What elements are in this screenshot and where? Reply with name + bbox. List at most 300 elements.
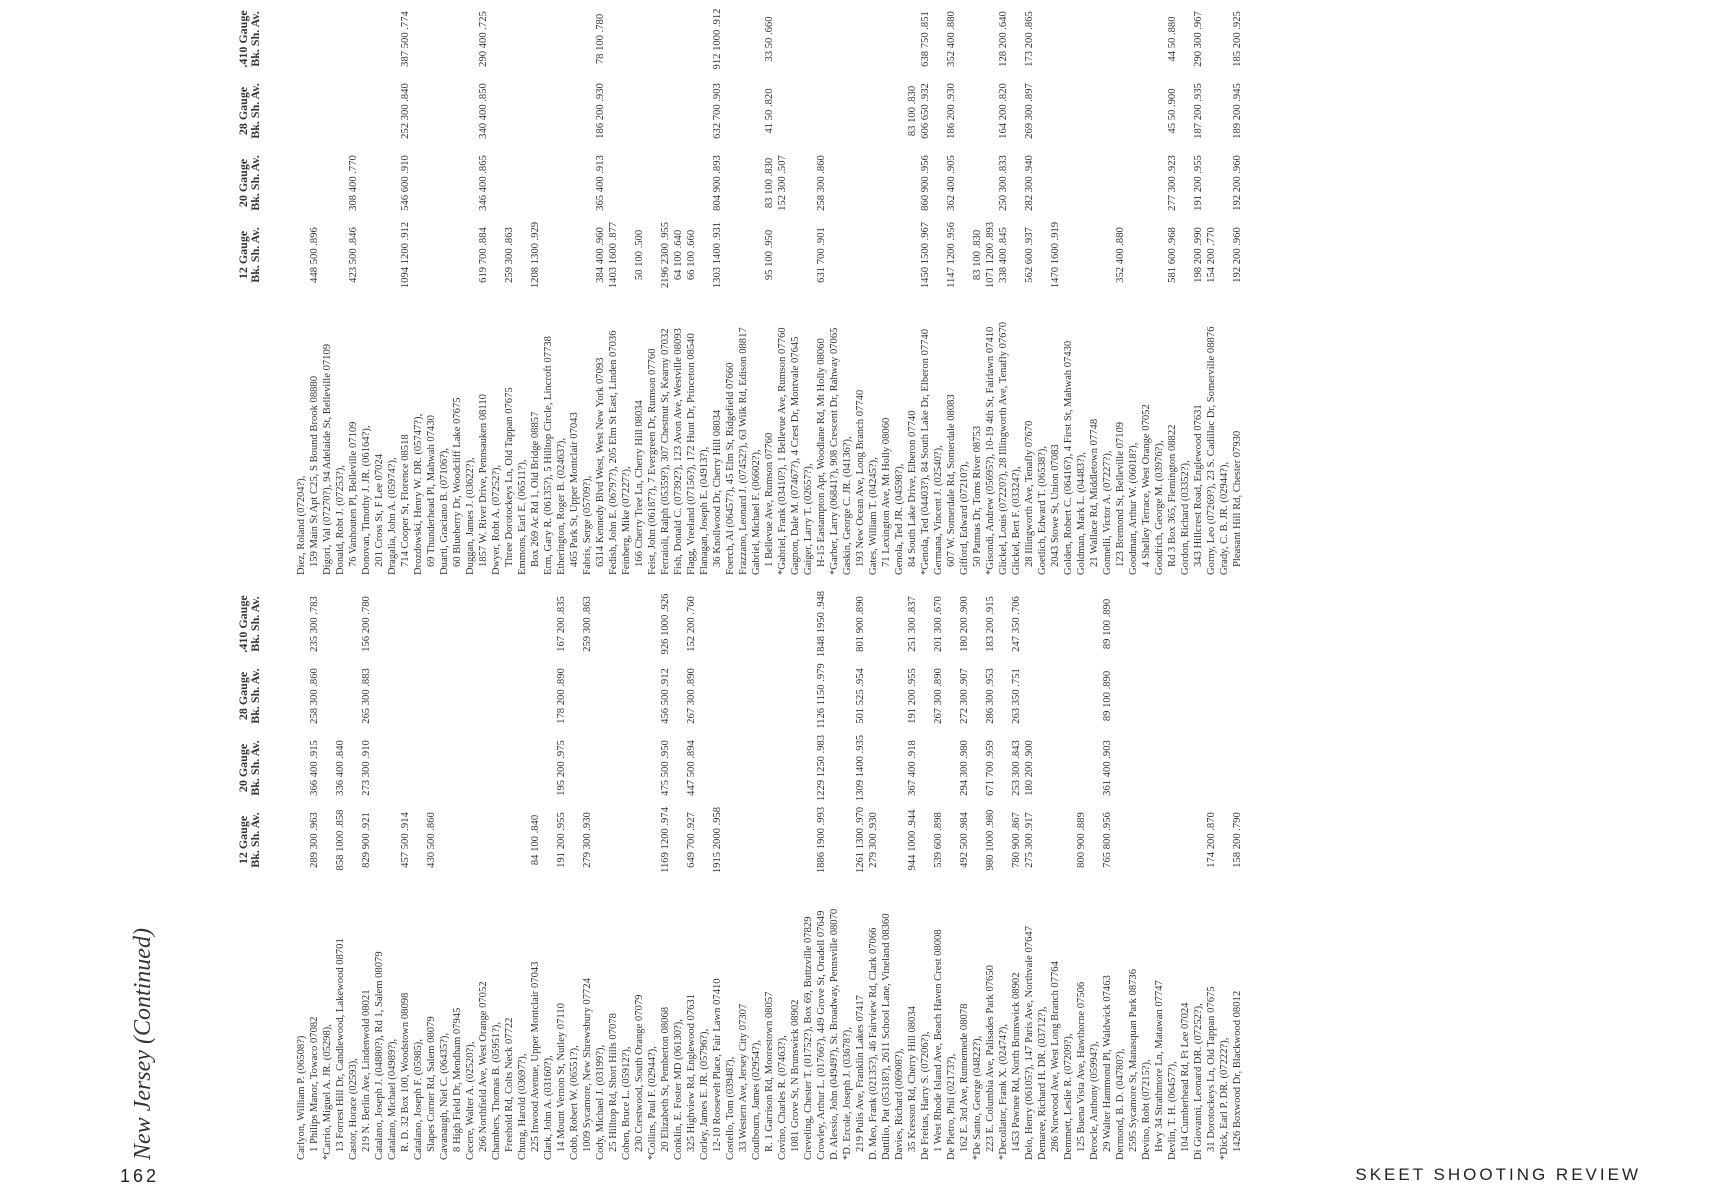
shooter-entry xyxy=(750,600,763,1160)
shooter-name: Duggan, James J. (03622?), xyxy=(465,457,476,575)
score-g20: 195 200 .975 xyxy=(556,740,567,796)
shooter-entry xyxy=(490,600,503,1160)
shooter-address: 2043 Stowe St, Union 07083 xyxy=(1050,444,1061,567)
shooter-address-row xyxy=(1114,15,1127,575)
shooter-name: Diez, Roland (07204?), xyxy=(296,475,307,575)
score-g28: 267 300 .890 xyxy=(686,668,697,724)
score-g410: 185 200 .925 xyxy=(1232,11,1243,67)
shooter-name: Dwyer, Robt A. (07252?), xyxy=(491,464,502,575)
shooter-entry xyxy=(828,15,841,575)
shooter-address-row xyxy=(503,15,516,575)
shooter-name: Derocle, Anthony (05994?), xyxy=(1089,1041,1100,1160)
shooter-name: Germana, Vincent J. (02540?), xyxy=(933,445,944,575)
shooter-name: Golden, Robert C. (06416?), 4 First St, Mahwah 07430 xyxy=(1063,340,1074,575)
shooter-entry xyxy=(1075,15,1088,575)
shooter-address: 31 Dorotockeys Ln, Old Tappan 07675 xyxy=(1206,986,1217,1152)
gauge-header-title: 12 Gauge xyxy=(236,815,250,865)
shooter-address: 159 Main St Apt C25, S Bound Brook 08880 xyxy=(309,375,320,567)
shooter-address: 84 South Lake Drive, Elberon 07740 xyxy=(907,410,918,567)
gauge-header-cols: Bk. Sh. Av. xyxy=(248,812,262,868)
shooter-address: 1453 Pawnee Rd, North Brunswick 08902 xyxy=(1011,972,1022,1152)
score-g12: 631 700 .901 xyxy=(816,227,827,283)
shooter-name: Cavanaugh, Niel C. (06435?), xyxy=(439,1032,450,1160)
shooter-entry xyxy=(1088,600,1101,1160)
shooter-entry xyxy=(802,600,815,1160)
shooter-address-row xyxy=(1075,600,1088,1160)
shooter-name: Gordon, Richard (03352?), xyxy=(1180,460,1191,575)
score-g28: 186 200 .930 xyxy=(946,83,957,139)
shooter-address-row xyxy=(958,596,971,1160)
shooter-name: Glickel, Bert F. (03324?), xyxy=(1011,466,1022,575)
shooter-address-row xyxy=(984,596,997,1160)
score-g28: 632 700 .903 xyxy=(712,83,723,139)
shooter-address: 36 Knollwood Dr, Cherry Hill 08034 xyxy=(712,409,723,567)
score-g28: 263 350 .751 xyxy=(1011,668,1022,724)
shooter-address: 223 E. Columbia Ave, Palisades Park 07650 xyxy=(985,965,996,1152)
shooter-address-row xyxy=(1140,15,1153,575)
score-g410: 247 350 .706 xyxy=(1011,596,1022,652)
shooter-address: 607 W. Somerdale Rd, Somerdale 08083 xyxy=(946,394,957,567)
shooter-address-row xyxy=(529,15,542,575)
score-g20: 447 500 .894 xyxy=(686,740,697,796)
shooter-name: Donald, Robt J. (07253?), xyxy=(335,464,346,575)
score-g20: 253 300 .843 xyxy=(1011,740,1022,796)
shooter-address-row xyxy=(1153,600,1166,1160)
shooter-address: 230 Crestwood, South Orange 07079 xyxy=(634,994,645,1152)
shooter-entry xyxy=(490,15,503,575)
shooter-address-row xyxy=(854,596,867,1160)
shooter-entry xyxy=(295,15,308,575)
shooter-entry xyxy=(997,600,1010,1160)
shooter-name: Cecere, Walter A. (02520?), xyxy=(465,1041,476,1160)
shooter-name: *Genola, Ted (04403?), 84 South Lake Dr, Elberon 07740 xyxy=(920,328,931,575)
shooter-entry xyxy=(945,600,958,1160)
shooter-address-row xyxy=(815,15,828,575)
shooter-entry xyxy=(880,600,893,1160)
shooter-address: 69 Thunderhead Pl, Mahwah 07430 xyxy=(426,415,437,567)
score-g12: 539 600 .898 xyxy=(933,812,944,868)
score-g12: 64 100 .640 xyxy=(673,229,684,281)
score-g410: 201 300 .670 xyxy=(933,596,944,652)
shooter-entry xyxy=(542,600,555,1160)
shooter-address-row xyxy=(906,15,919,575)
shooter-address: Three Dorotockeys Ln, Old Tappan 07675 xyxy=(504,387,515,567)
score-g20: 365 400 .913 xyxy=(595,155,606,211)
shooter-name: *Decollator, Frank X. (02474?), xyxy=(998,1023,1009,1160)
shooter-name: Chambers, Thomas B. (05951?), xyxy=(491,1021,502,1160)
score-g12: 259 300 .863 xyxy=(504,227,515,283)
score-g20: 258 300 .860 xyxy=(816,155,827,211)
shooter-name: *D. Ercole, Joseph J. (03678?), xyxy=(842,1027,853,1160)
score-g20: 671 700 .959 xyxy=(985,740,996,796)
score-g28: 164 200 .820 xyxy=(998,83,1009,139)
shooter-entry xyxy=(659,15,672,575)
shooter-name: Delo, Henry (06105?), 147 Paris Ave, Northvale 07647 xyxy=(1024,926,1035,1160)
shooter-address: 28 Illingworth Ave, Tenafly 07670 xyxy=(1024,420,1035,567)
score-g20: 860 900 .956 xyxy=(920,155,931,211)
shooter-address-row xyxy=(1023,11,1036,575)
shooter-name: Goetlich, Edward T. (06538?), xyxy=(1037,445,1048,575)
shooter-entry xyxy=(581,15,594,575)
score-g410: 152 200 .760 xyxy=(686,596,697,652)
score-g20: 152 300 .507 xyxy=(777,155,788,211)
score-g12: 765 800 .956 xyxy=(1102,812,1113,868)
shooter-entry xyxy=(919,11,932,575)
shooter-name: Clark, John A. (03160?), xyxy=(543,1055,554,1160)
shooter-address: 2595 Sycamore St, Manasquan Park 08736 xyxy=(1128,968,1139,1152)
score-g12: 780 900 .867 xyxy=(1011,812,1022,868)
score-g12: 279 300 .930 xyxy=(582,812,593,868)
shooter-name: Feinberg, Mike (07227?), xyxy=(621,466,632,575)
score-g20: 367 400 .918 xyxy=(907,740,918,796)
score-g12: 980 1000 .980 xyxy=(985,809,996,871)
score-g410: 167 200 .835 xyxy=(556,596,567,652)
shooter-address-row xyxy=(308,596,321,1160)
shooter-address-row xyxy=(1166,15,1179,575)
shooter-address-row xyxy=(1010,596,1023,1160)
shooter-address: 104 Cumberhead Rd, Ft Lee 07024 xyxy=(1180,1002,1191,1152)
shooter-entry xyxy=(776,15,789,575)
score-g12: 338 400 .845 xyxy=(998,227,1009,283)
shooter-address-row xyxy=(854,15,867,575)
shooter-address-row xyxy=(607,600,620,1160)
score-g12: 1915 2000 .958 xyxy=(712,806,723,874)
shooter-address-row xyxy=(347,15,360,575)
score-g20: 282 300 .940 xyxy=(1024,155,1035,211)
score-g28: 606 650 .932 xyxy=(920,83,931,139)
shooter-name: Di Giovanni, Leonard DR. (07252?), xyxy=(1193,1003,1204,1160)
score-g410: 290 300 .967 xyxy=(1193,11,1204,67)
shooter-name: Flagg, Vreeland (07156?), 172 Hunt Dr, Princeton 08540 xyxy=(686,333,697,575)
shooter-entry xyxy=(1218,15,1231,575)
shooter-entry xyxy=(724,600,737,1160)
shooter-entry xyxy=(386,600,399,1160)
gauge-header-cols: Bk. Sh. Av. xyxy=(248,596,262,652)
shooter-name: Glickel, Louis (07220?), 28 Illingworth Ave, Tenafly 07670 xyxy=(998,321,1009,575)
shooter-address: 1857 W. River Drive, Pennsauken 08110 xyxy=(478,394,489,567)
gauge-header-title: 28 Gauge xyxy=(236,86,250,136)
shooter-address: 76 Vanhouten Pl, Belleville 07109 xyxy=(348,421,359,567)
shooter-address-row xyxy=(932,596,945,1160)
gauge-header xyxy=(237,219,261,291)
score-g28: 41 50 .820 xyxy=(764,88,775,134)
shooter-entry xyxy=(1205,15,1218,575)
gauge-header-cols: Bk. Sh. Av. xyxy=(248,668,262,724)
score-g20: 346 400 .865 xyxy=(478,155,489,211)
score-g12: 423 500 .846 xyxy=(348,227,359,283)
column-left xyxy=(236,590,1244,1160)
shooter-name: Gagnon, Dale M. (07467?), 4 Crest Dr, Montvale 07645 xyxy=(790,336,801,575)
shooter-address: 125 Buena Vista Ave, Hawthorne 07506 xyxy=(1076,981,1087,1152)
shooter-address: 1009 Sycamore, New Shrewsbury 07724 xyxy=(582,978,593,1152)
shooter-name: Cody, Michael J. (03199?), xyxy=(595,1044,606,1160)
shooter-address: Hwy 34 Strathmore Ln, Matawan 07747 xyxy=(1154,980,1165,1152)
score-g28: 186 200 .930 xyxy=(595,83,606,139)
shooter-address: 13 Forrest Hill Dr, Candlewood, Lakewood 08701 xyxy=(335,938,346,1152)
shooter-name: Flanagan, Joseph E. (04913?), xyxy=(699,446,710,575)
score-g12: 1094 1200 .912 xyxy=(400,221,411,289)
shooter-entry xyxy=(867,600,880,1160)
shooter-address: 1081 Grove St, N Brunswick 08902 xyxy=(790,999,801,1152)
shooter-name: Crowley, Arthur L. (01766?), 449 Grove St, Oradell 07649 xyxy=(816,910,827,1160)
shooter-name: *Carrio, Miguel A. JR. (05298), xyxy=(322,1024,333,1160)
score-g12: 95 100 .950 xyxy=(764,229,775,281)
shooter-entry xyxy=(1153,15,1166,575)
shooter-address-row xyxy=(789,600,802,1160)
shooter-name: *Garber, Larry (06841?), 908 Crescent Dr, Rahway 07065 xyxy=(829,327,840,575)
shooter-entry xyxy=(438,15,451,575)
shooter-address: 201 Cross St, F Lee 07024 xyxy=(374,453,385,567)
shooter-name: Devlin, T. H. (06457?), xyxy=(1167,1061,1178,1160)
shooter-address: 166 Cherry Tree Ln, Cherry Hill 08034 xyxy=(634,400,645,567)
score-g12: 448 500 .896 xyxy=(309,227,320,283)
shooter-entry xyxy=(737,15,750,575)
shooter-address-row xyxy=(425,15,438,575)
shooter-address-row xyxy=(451,15,464,575)
shooter-entry xyxy=(685,15,698,575)
shooter-address-row xyxy=(399,600,412,1160)
shooter-name: Frazzano, Leonard J. (07452?), 63 Wilk Rd, Edison 08817 xyxy=(738,327,749,575)
shooter-address: 219 N. Berlin Ave, Lindenwold 08021 xyxy=(361,989,372,1152)
score-g28: 252 300 .840 xyxy=(400,83,411,139)
shooter-entry xyxy=(438,600,451,1160)
shooter-address-row xyxy=(945,11,958,575)
shooter-name: Gorny, Leo (07269?), 23 S. Cadillac Dr, Somerville 08876 xyxy=(1206,326,1217,575)
score-g28: 269 300 .897 xyxy=(1024,83,1035,139)
score-g28: 286 300 .953 xyxy=(985,668,996,724)
shooter-address-row xyxy=(594,15,607,575)
shooter-entry xyxy=(373,600,386,1160)
shooter-name: Devino, Robt (07215?), xyxy=(1141,1059,1152,1160)
gauge-header-title: 20 Gauge xyxy=(236,158,250,208)
shooter-name: Dattilio, Pat (05318?), 2611 School Lane, Vineland 08360 xyxy=(881,913,892,1160)
shooter-entry xyxy=(841,600,854,1160)
gauge-header-cols: Bk. Sh. Av. xyxy=(248,83,262,139)
shooter-name: Coulbourn, James (02954?), xyxy=(751,1039,762,1160)
score-g12: 800 900 .889 xyxy=(1076,812,1087,868)
shooter-address-row xyxy=(1192,11,1205,575)
shooter-entry xyxy=(789,15,802,575)
score-g410: 173 200 .865 xyxy=(1024,11,1035,67)
shooter-entry xyxy=(412,15,425,575)
shooter-entry xyxy=(464,600,477,1160)
score-g20: 250 300 .833 xyxy=(998,155,1009,211)
shooter-name: Fabris, Serge (05709?), xyxy=(582,475,593,575)
shooter-address: 21 Wallace Rd, Middletown 07748 xyxy=(1089,418,1100,567)
score-g28: 272 300 .907 xyxy=(959,668,970,724)
shooter-address-row xyxy=(1049,15,1062,575)
shooter-entry xyxy=(542,15,555,575)
shooter-address-row xyxy=(477,600,490,1160)
shooter-address: Pleasant Hill Rd, Chester 07930 xyxy=(1232,430,1243,567)
shooter-entry xyxy=(1166,600,1179,1160)
shooter-name: Covino, Charles R. (07463?), xyxy=(777,1035,788,1160)
score-g410: 290 400 .725 xyxy=(478,11,489,67)
score-g28: 191 200 .955 xyxy=(907,668,918,724)
shooter-entry xyxy=(724,15,737,575)
score-g28: 89 100 .890 xyxy=(1102,670,1113,722)
shooter-address: 33 Western Ave, Jersey City 07307 xyxy=(738,1003,749,1152)
gauge-header-title: .410 Gauge xyxy=(236,595,250,653)
shooter-name: *Gabriel, Frank (03410?), 1 Bellevue Ave, Rumson 07760 xyxy=(777,327,788,575)
shooter-address: 225 Inwood Avenue, Upper Montclair 07043 xyxy=(530,961,541,1152)
score-g12: 1261 1300 .970 xyxy=(855,806,866,874)
shooter-address: 714 Cooper St, Florence 08518 xyxy=(400,434,411,567)
shooter-entry xyxy=(841,15,854,575)
score-g28: 501 525 .954 xyxy=(855,668,866,724)
shooter-name: Gaskin, George C. JR. (04136?), xyxy=(842,436,853,575)
shooter-name: Digori, Val (07270?), 94 Adelaide St, Belleville 07109 xyxy=(322,343,333,575)
score-g12: 1303 1400 .931 xyxy=(712,221,723,289)
shooter-name: Creveling, Chester T. (01752?), Box 69, Buttzville 07829 xyxy=(803,916,814,1160)
shooter-entry xyxy=(1114,600,1127,1160)
score-g20: 804 900 .893 xyxy=(712,155,723,211)
shooter-address-row xyxy=(711,8,724,575)
shooter-address-row xyxy=(763,600,776,1160)
shooter-address-row xyxy=(529,600,542,1160)
gauge-header xyxy=(237,147,261,219)
shooter-address-row xyxy=(737,600,750,1160)
shooter-address-row xyxy=(360,596,373,1160)
shooter-name: Emmons, Earl E. (06511?), xyxy=(517,459,528,575)
score-g28: 258 300 .860 xyxy=(309,668,320,724)
shooter-address: Rd 3 Box 365, Flemington 08822 xyxy=(1167,424,1178,567)
score-g410: 638 750 .851 xyxy=(920,11,931,67)
shooter-entry xyxy=(321,15,334,575)
score-g12: 279 300 .930 xyxy=(868,812,879,868)
gauge-header-cols: Bk. Sh. Av. xyxy=(248,227,262,283)
score-g20: 308 400 .770 xyxy=(348,155,359,211)
score-g12: 619 700 .884 xyxy=(478,227,489,283)
shooter-address-row xyxy=(425,600,438,1160)
shooter-entry xyxy=(932,15,945,575)
shooter-name: Gaiger, Larry T. (02657?), xyxy=(803,463,814,575)
shooter-address-row xyxy=(1127,600,1140,1160)
score-g410: 78 100 .780 xyxy=(595,13,606,65)
score-g12: 430 500 .860 xyxy=(426,812,437,868)
score-g410: 251 300 .837 xyxy=(907,596,918,652)
shooter-name: Demaree, Richard H. DR. (03712?), xyxy=(1037,1006,1048,1160)
shooter-name: Chung, Harold (03697?), xyxy=(517,1053,528,1160)
score-g12: 275 300 .917 xyxy=(1024,812,1035,868)
shooter-address: R. 1 Garrison Rd, Moorestown 08057 xyxy=(764,991,775,1152)
shooter-address: 60 Blueberry Dr, Woodcliff Lake 07675 xyxy=(452,397,463,567)
shooter-name: Dragalia, John A. (05974?), xyxy=(387,457,398,575)
score-g20: 361 400 .903 xyxy=(1102,740,1113,796)
shooter-entry xyxy=(971,600,984,1160)
shooter-name: Castor, Horace (02593), xyxy=(348,1058,359,1160)
shooter-entry xyxy=(1062,600,1075,1160)
page-number: 162 xyxy=(120,1166,160,1186)
shooter-entry xyxy=(776,600,789,1160)
gauge-header-cols: Bk. Sh. Av. xyxy=(248,740,262,796)
score-g28: 187 200 .935 xyxy=(1193,83,1204,139)
score-g12: 829 900 .921 xyxy=(361,812,372,868)
shooter-address: 35 Kresson Rd, Cherry Hill 08034 xyxy=(907,1006,918,1152)
shooter-name: Corley, James E. JR. (05796?), xyxy=(699,1028,710,1160)
score-g28: 178 200 .890 xyxy=(556,668,567,724)
shooter-address-row xyxy=(308,15,321,575)
shooter-address-row xyxy=(451,600,464,1160)
score-g410: 259 300 .863 xyxy=(582,596,593,652)
score-g12: 158 200 .790 xyxy=(1232,812,1243,868)
score-g20: 192 200 .960 xyxy=(1232,155,1243,211)
shooter-entry xyxy=(997,11,1010,575)
shooter-entry xyxy=(1218,600,1231,1160)
score-g20: 546 600 .910 xyxy=(400,155,411,211)
shooter-entry xyxy=(568,600,581,1160)
score-g20: 191 200 .955 xyxy=(1193,155,1204,211)
score-g28: 340 400 .850 xyxy=(478,83,489,139)
shooter-address-row xyxy=(633,15,646,575)
score-g12: 192 200 .960 xyxy=(1232,227,1243,283)
footer-title: SKEET SHOOTING REVIEW xyxy=(1355,1165,1641,1184)
shooter-entry xyxy=(360,15,373,575)
shooter-entry xyxy=(1010,15,1023,575)
gauge-header-cols: Bk. Sh. Av. xyxy=(248,11,262,67)
shooter-address: 286 Norwood Ave, West Long Branch 07764 xyxy=(1050,961,1061,1152)
score-g20: 273 300 .910 xyxy=(361,740,372,796)
score-g12: 66 100 .660 xyxy=(686,229,697,281)
shooter-name: Goodrich, George M. (03976?), xyxy=(1154,440,1165,575)
shooter-name: Costello, Tom (03948?), xyxy=(725,1056,736,1160)
shooter-entry xyxy=(1127,15,1140,575)
shooter-address: H-15 Eastampton Apt, Woodlane Rd, Mt Holly 08060 xyxy=(816,338,827,567)
shooter-entry xyxy=(802,15,815,575)
shooter-address: 8 High Field Dr, Mendham 07945 xyxy=(452,1007,463,1152)
score-g410: 235 300 .783 xyxy=(309,596,320,652)
score-g12: 384 400 .960 xyxy=(595,227,606,283)
gauge-header xyxy=(237,75,261,147)
shooter-address: R. D. 32 Box 100, Woodstown 08098 xyxy=(400,992,411,1152)
shooter-entry xyxy=(672,15,685,575)
section-title: New Jersey (Continued) xyxy=(130,928,156,1160)
shooter-address: 343 Hillcrest Road, Englewood 07631 xyxy=(1193,404,1204,567)
shooter-address: 1 Bellevue Ave, Rumson 07760 xyxy=(764,432,775,567)
shooter-address-row xyxy=(880,15,893,575)
gauge-header xyxy=(237,588,261,660)
shooter-name: Duarti, Graciano B. (07106?), xyxy=(439,447,450,575)
shooter-name: Feist, John (06187?), 7 Evergreen Dr, Rumson 07760 xyxy=(647,348,658,575)
score-g12: 858 1000 .858 xyxy=(335,809,346,871)
shooter-address-row xyxy=(503,600,516,1160)
shooter-name: Davies, Richard (06908?), xyxy=(894,1048,905,1160)
score-g12: 1470 1600 .919 xyxy=(1050,221,1061,289)
shooter-address-row xyxy=(659,593,672,1160)
shooter-address: Box 269 Ac Rd 1, Old Bridge 08857 xyxy=(530,411,541,567)
shooter-address-row xyxy=(1101,600,1114,1160)
shooter-address: 1 Philips Manor, Towaco 07082 xyxy=(309,1016,320,1152)
score-g20: 294 300 .980 xyxy=(959,740,970,796)
score-g12: 492 500 .984 xyxy=(959,812,970,868)
shooter-address-row xyxy=(581,596,594,1160)
shooter-address: 4 Shelley Terrace, West Orange 07052 xyxy=(1141,404,1152,567)
shooter-name: Ferraioli, Ralph (05359?), 307 Chestnut St, Kearny 07032 xyxy=(660,328,671,575)
score-g410: 156 200 .780 xyxy=(361,596,372,652)
score-g410: 352 400 .880 xyxy=(946,11,957,67)
shooter-name: Fedish, John E. (06797?), 205 Elm St East, Linden 07036 xyxy=(608,330,619,575)
score-g410: 89 100 .890 xyxy=(1102,598,1113,650)
shooter-entry xyxy=(646,600,659,1160)
score-g410: 912 1000 .912 xyxy=(712,8,723,70)
score-g20: 366 400 .915 xyxy=(309,740,320,796)
shooter-entry xyxy=(984,15,997,575)
shooter-address: 1 West Rhode Island Ave, Beach Haven Crest 08008 xyxy=(933,929,944,1152)
shooter-address: Freehold Rd, Colts Neck 07722 xyxy=(504,1017,515,1152)
gauge-header xyxy=(237,660,261,732)
shooter-address-row xyxy=(633,600,646,1160)
shooter-address: 71 Lexington Ave, Mt Holly 08060 xyxy=(881,417,892,567)
